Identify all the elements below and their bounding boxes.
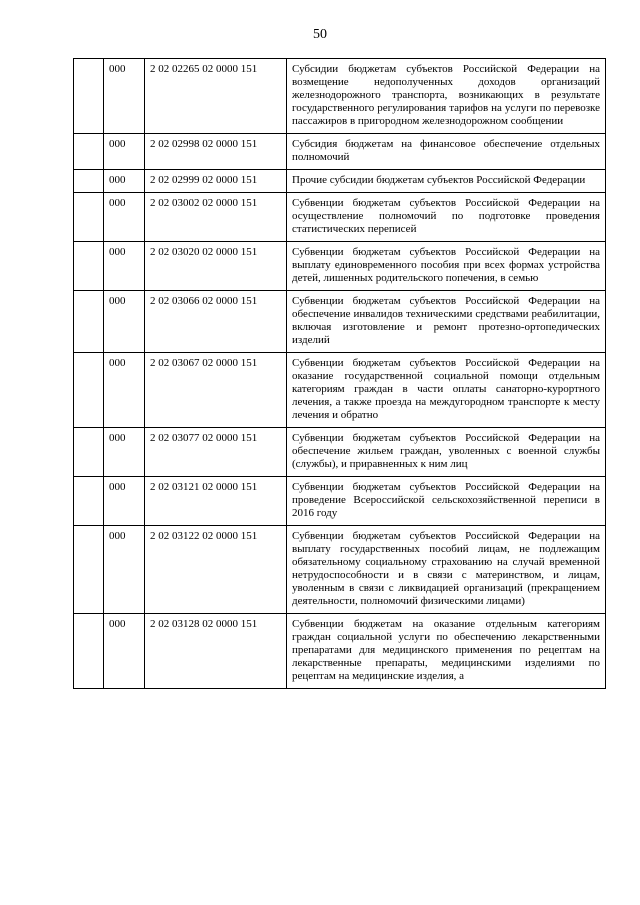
budget-code-cell: 2 02 02265 02 0000 151 (145, 59, 287, 134)
budget-code-cell: 2 02 03128 02 0000 151 (145, 614, 287, 689)
budget-code-cell: 2 02 03122 02 0000 151 (145, 526, 287, 614)
admin-code-cell: 000 (104, 428, 145, 477)
blank-cell (74, 614, 104, 689)
revenue-name-cell: Субсидии бюджетам субъектов Российской Федерации на возмещение недополученных доходов организаций железнодорожного транспорта, возникающих в результате государственного регулирования тарифов на услуги по перевозке пассажиров в пригородном железнодорожном сообщении (287, 59, 606, 134)
budget-code-cell: 2 02 03066 02 0000 151 (145, 291, 287, 353)
revenue-name-cell: Субвенции бюджетам на оказание отдельным категориям граждан социальной услуги по обеспечению лекарственными препаратами для медицинского применения по рецептам на лекарственные препараты, медицинскими изделиями по рецептам на медицинские изделия, а (287, 614, 606, 689)
table-row (74, 428, 606, 477)
admin-code-cell: 000 (104, 59, 145, 134)
blank-cell (74, 353, 104, 428)
blank-cell (74, 428, 104, 477)
admin-code-cell: 000 (104, 353, 145, 428)
admin-code-cell: 000 (104, 477, 145, 526)
budget-code-cell: 2 02 02998 02 0000 151 (145, 134, 287, 170)
table-row (74, 170, 606, 193)
budget-code-cell: 2 02 03121 02 0000 151 (145, 477, 287, 526)
admin-code-cell: 000 (104, 291, 145, 353)
budget-code-cell: 2 02 03002 02 0000 151 (145, 193, 287, 242)
table-row (74, 614, 606, 689)
table-row (74, 477, 606, 526)
table-row (74, 353, 606, 428)
revenue-name-cell: Субвенции бюджетам субъектов Российской Федерации на обеспечение жильем граждан, уволенных с военной службы (службы), и приравненных к ним лиц (287, 428, 606, 477)
revenue-name-cell: Субвенции бюджетам субъектов Российской Федерации на проведение Всероссийской сельскохозяйственной переписи в 2016 году (287, 477, 606, 526)
page-number: 50 (313, 27, 327, 42)
budget-codes-table (73, 58, 606, 689)
table-row (74, 193, 606, 242)
blank-cell (74, 193, 104, 242)
budget-code-cell: 2 02 03077 02 0000 151 (145, 428, 287, 477)
admin-code-cell: 000 (104, 526, 145, 614)
admin-code-cell: 000 (104, 134, 145, 170)
blank-cell (74, 526, 104, 614)
revenue-name-cell: Субвенции бюджетам субъектов Российской Федерации на обеспечение инвалидов техническими средствами реабилитации, включая изготовление и ремонт протезно-ортопедических изделий (287, 291, 606, 353)
blank-cell (74, 291, 104, 353)
blank-cell (74, 170, 104, 193)
table-row (74, 291, 606, 353)
revenue-name-cell: Субвенции бюджетам субъектов Российской Федерации на осуществление полномочий по подготовке проведения статистических переписей (287, 193, 606, 242)
table-row (74, 134, 606, 170)
budget-code-cell: 2 02 03020 02 0000 151 (145, 242, 287, 291)
admin-code-cell: 000 (104, 242, 145, 291)
budget-code-cell: 2 02 02999 02 0000 151 (145, 170, 287, 193)
table-row (74, 526, 606, 614)
budget-code-cell: 2 02 03067 02 0000 151 (145, 353, 287, 428)
revenue-name-cell: Прочие субсидии бюджетам субъектов Российской Федерации (287, 170, 606, 193)
blank-cell (74, 477, 104, 526)
admin-code-cell: 000 (104, 193, 145, 242)
revenue-name-cell: Субсидия бюджетам на финансовое обеспечение отдельных полномочий (287, 134, 606, 170)
revenue-name-cell: Субвенции бюджетам субъектов Российской Федерации на оказание государственной социальной помощи отдельным категориям граждан в части оплаты санаторно-курортного лечения, а также проезда на междугородном транспорте к месту лечения и обратно (287, 353, 606, 428)
table-row (74, 242, 606, 291)
blank-cell (74, 134, 104, 170)
blank-cell (74, 242, 104, 291)
admin-code-cell: 000 (104, 614, 145, 689)
revenue-name-cell: Субвенции бюджетам субъектов Российской Федерации на выплату единовременного пособия при всех формах устройства детей, лишенных родительского попечения, в семью (287, 242, 606, 291)
table-body (74, 59, 606, 689)
revenue-name-cell: Субвенции бюджетам субъектов Российской Федерации на выплату государственных пособий лицам, не подлежащим обязательному социальному страхованию на случай временной нетрудоспособности и в связи с материнством, и лицам, уволенным в связи с ликвидацией организаций (прекращением деятельности, полномочий физическими лицами) (287, 526, 606, 614)
table-row (74, 59, 606, 134)
admin-code-cell: 000 (104, 170, 145, 193)
blank-cell (74, 59, 104, 134)
